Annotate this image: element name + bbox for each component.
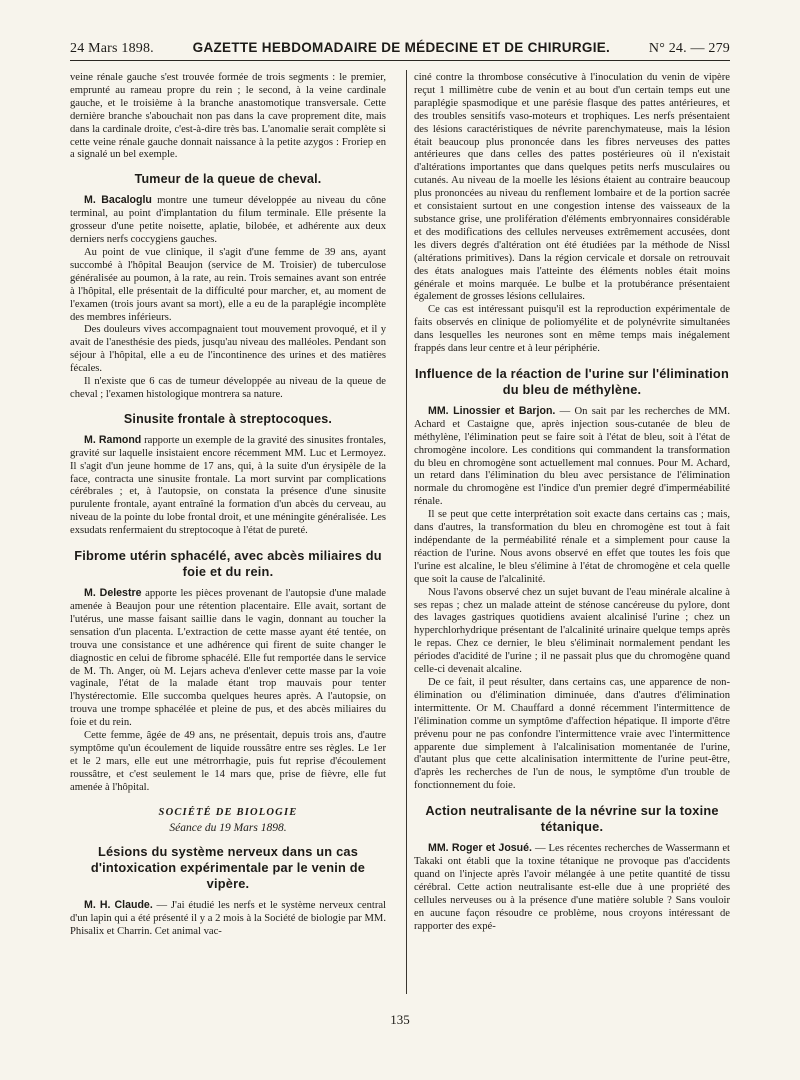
running-header: [70, 38, 730, 61]
section-title: Sinusite frontale à streptocoques.: [123, 411, 333, 426]
author-name: M. Ramond: [84, 433, 142, 446]
author-name: MM. Roger et Josué.: [428, 842, 532, 855]
paragraph: Des douleurs vives accompagnaient tout mouvement provoqué, et il y avait de l'anesthésie des pieds, jusqu'au niveau des malléoles. Pendant son séjour à l'hôpital, elle a eu de l'incontinence des urines et des matières fécales.: [70, 324, 386, 375]
journal-title: GAZETTE HEBDOMADAIRE DE MÉDECINE ET DE CHIRURGIE.: [192, 40, 611, 55]
page-folio: 135: [390, 1012, 410, 1027]
paragraph: Cette femme, âgée de 49 ans, ne présentait, depuis trois ans, d'autre symptôme qu'un écoulement de liquide roussâtre entre ses règles. Le 1er et le 2 mars, elle eut une métrorrhagie, puis fut reprise d'écoulement roussâtre, et c'est seulement le 14 mars que, prise de fièvre, elle fut amenée à l'hôpital.: [70, 730, 386, 793]
paragraph: ciné contre la thrombose consécutive à l'inoculation du venin de vipère reçut 1 millimètre cube de venin et au bout d'un certain temps eut une paraplégie spasmodique et une parésie flasque des pattes antérieures, et des troubles sensitifs vaso-moteurs et trophiques. Les nerfs présentaient des lésions caractéristiques de névrite parenchymateuse, mais la lésion était beaucoup plus prononcée dans les fibres nerveuses des pattes antérieures que dans celles des pattes postérieures où il n'existait d'altérations importantes que dans quelques petits nerfs musculaires ou cutanés. Au niveau de la moelle les lésions étaient au contraire beaucoup plus prononcées au niveau du renflement lombaire et de la portion sacrée et consistaient surtout en une congestion intense des vaisseaux de la substance grise, une prolifération d'éléments embryonnaires considérable et des modifications des cellules nerveuses extrêmement accusées, dont les divers degrés d'altération ont été étudiées par la méthode de Nissl (altérations primitives). Dans la région cervicale et dorsale on retrouvait des états analogues mais l'atteinte des éléments nobles était moins générale et moins marquée. Le bulbe et la protubérance présentaient également de grosses lésions cellulaires.: [414, 72, 730, 303]
paragraph: veine rénale gauche s'est trouvée formée de trois segments : le premier, emprunté au rameau propre du rein ; le second, à la veine cardinale gauche, et le troisième à la branche anastomotique transversale. Cette dernière branche s'abouchait non pas dans la cave proprement dite, mais dans la cardinale droite, c'est-à-dire très bas. L'anomalie serait complète si cette veine rénale gauche donnait naissance à la petite azygos : Froriep en a signalé un bel exemple.: [70, 72, 386, 161]
paragraph: M. Ramond rapporte un exemple de la gravité des sinusites frontales, gravité sur laquelle insistaient encore récemment MM. Luc et Lermoyez. Il s'agit d'un jeune homme de 17 ans, qui, à la suite d'un érysipèle de la face, contracta une sinusite frontale. La mort survint par complications cérébrales ; et, à l'autopsie, on constata la présence d'une sinusite purulente frontale, ayant entraîné la formation d'un abcès du cerveau, au niveau de la pointe du lobe frontal droit, et une méningite généralisée. Les exsudats renfermaient du streptocoque à l'état de pureté.: [70, 433, 386, 537]
session-date: Séance du 19 Mars 1898.: [169, 821, 287, 834]
paragraph: De ce fait, il peut résulter, dans certains cas, une apparence de non-élimination ou d'élimination diminuée, dans d'autres d'élimination intermittente. Or M. Chauffard a donné récemment l'intermittence de l'élimination comme un symptôme d'affection hépatique. Il importe d'être prévenu pour ne pas confondre l'intermittence vraie avec l'intermittence apparente due simplement à l'alcalinisation momentanée de l'urine, d'autant plus que cette alcalinisation intermittente de l'urine peut-être, d'après les recherches de l'un de nous, le symptôme d'un trouble de fonctionnement du foie.: [414, 676, 730, 792]
section-title: Lésions du système nerveux dans un cas d'intoxication expérimentale par le venin de vipère.: [90, 844, 366, 892]
section-title: Fibrome utérin sphacélé, avec abcès miliaires du foie et du rein.: [74, 548, 382, 580]
paragraph: Au point de vue clinique, il s'agit d'une femme de 39 ans, ayant succombé à l'hôpital Beaujon (service de M. Troisier) de tuberculose généralisée au poumon, à la rate, au rein. Trois semaines avant son entrée à l'hôpital, elle présentait de la difficulté pour marcher, et, au moment de l'examen (trois jours avant sa mort), elle a eu de la paraplégie incomplète des membres inférieurs.: [70, 246, 386, 323]
author-name: M. Bacaloglu: [84, 194, 152, 207]
paragraph: MM. Roger et Josué. — Les récentes recherches de Wassermann et Takaki ont établi que la toxine tétanique ne provoque pas d'accidents quand on l'injecte après l'avoir mélangée à une petite quantité de tissu cérébral. Cette action neutralisante est-elle due à une propriété des cellules nerveuses ou à la présence d'une matière soluble ? Sans vouloir en aucune façon résoudre ce problème, nous croyons intéressant de rapporter des expé-: [414, 842, 731, 932]
section-title: Action neutralisante de la névrine sur la toxine tétanique.: [425, 803, 719, 835]
paragraph: Il n'existe que 6 cas de tumeur développée au niveau de la queue de cheval ; l'examen histologique montrera sa nature.: [70, 376, 386, 400]
issue-page-number: N° 24. — 279: [648, 41, 730, 56]
paragraph: M. Delestre apporte les pièces provenant de l'autopsie d'une malade amenée à Beaujon pour une rétention placentaire. Elle avait, sortant de l'utérus, une masse faisant saillie dans le vagin, donnant au toucher la sensation d'un placenta. L'extraction de cette masse ayant été tentée, on trouva une consistance et une adhérence qui firent de suite changer le diagnostic en celui de fibrome sphacélé. Elle fut remportée dans le service de M. Th. Anger, où M. Lejars acheva d'enlever cette masse par la voie vaginale, l'état de la malade étant trop mauvais pour tenter l'hystérectomie. Elle succomba quelques heures après. A l'autopsie, on trouva une trompe sphacélée et pleine de pus, et des abcès miliaires du foie et du rein.: [70, 587, 387, 729]
paragraph: Nous l'avons observé chez un sujet buvant de l'eau minérale alcaline à ses repas ; chez un malade atteint de sténose cancéreuse du pylore, dont des lavages gastriques quotidiens avaient alcalinisé l'urine ; chez un hyperchlorhydrique présentant de l'alcalinité urinaire quelque temps après le repas. Chez ce dernier, le bleu s'éliminait normalement pendant les périodes d'acidité de l'urine ; il ne passait plus que du chromogène quand celle-ci devenait alcaline.: [414, 586, 730, 676]
right-column: [414, 72, 730, 933]
paragraph: Ce cas est intéressant puisqu'il est la reproduction expérimentale de faits observés en clinique de poliomyélite et de polynévrite simultanées dans lesquelles les neurones sont en même temps mais inégalement frappés dans leur centre et à leur périphérie.: [414, 304, 730, 355]
society-heading: SOCIÉTÉ DE BIOLOGIE: [158, 806, 298, 818]
paragraph: MM. Linossier et Barjon. — On sait par les recherches de MM. Achard et Castaigne que, après injection sous-cutanée de bleu de méthylène, l'élimination peut se faire soit à l'état de bleu, soit à l'état de chromogène incolore. Les conditions qui commandent la transformation du bleu en chromogène sont actuellement mal connues. Pour M. Achard, un retard dans l'élimination du bleu avec persistance de l'élimination normale du chromogène est l'indice d'un premier degré d'imperméabilité rénale.: [414, 404, 730, 508]
paragraph: M. H. Claude. — J'ai étudié les nerfs et le système nerveux central d'un lapin qui a été présenté il y a 2 mois à la Société de biologie par MM. Phisalix et Charrin. Cet animal vac-: [70, 899, 386, 938]
section-title: Influence de la réaction de l'urine sur l'élimination du bleu de méthylène.: [415, 365, 729, 397]
author-name: M. Delestre: [84, 587, 142, 600]
paragraph: M. Bacaloglu montre une tumeur développée au niveau du cône terminal, au point d'implantation du filum terminale. Elle présente la grosseur d'une petite noisette, aplatie, bilobée, et adhérente aux deux derniers nerfs coccygiens gauches.: [70, 194, 386, 246]
section-title: Tumeur de la queue de cheval.: [134, 172, 322, 187]
header-date: 24 Mars 1898.: [70, 41, 154, 56]
author-name: MM. Linossier et Barjon.: [428, 404, 556, 417]
paragraph: Il se peut que cette interprétation soit exacte dans certains cas ; mais, dans d'autres, la transformation du bleu en chromogène est tout à fait indépendante de la perméabilité rénale et a simplement pour cause la réaction de l'urine. Nous avons observé en effet que toutes les fois que l'urine est alcaline, le bleu s'élimine à l'état de chromogène et cela quelle que soit la cause de l'alcalinité.: [414, 509, 730, 585]
author-name: M. H. Claude.: [84, 899, 153, 912]
column-divider: [406, 70, 407, 994]
left-column: [70, 72, 386, 939]
